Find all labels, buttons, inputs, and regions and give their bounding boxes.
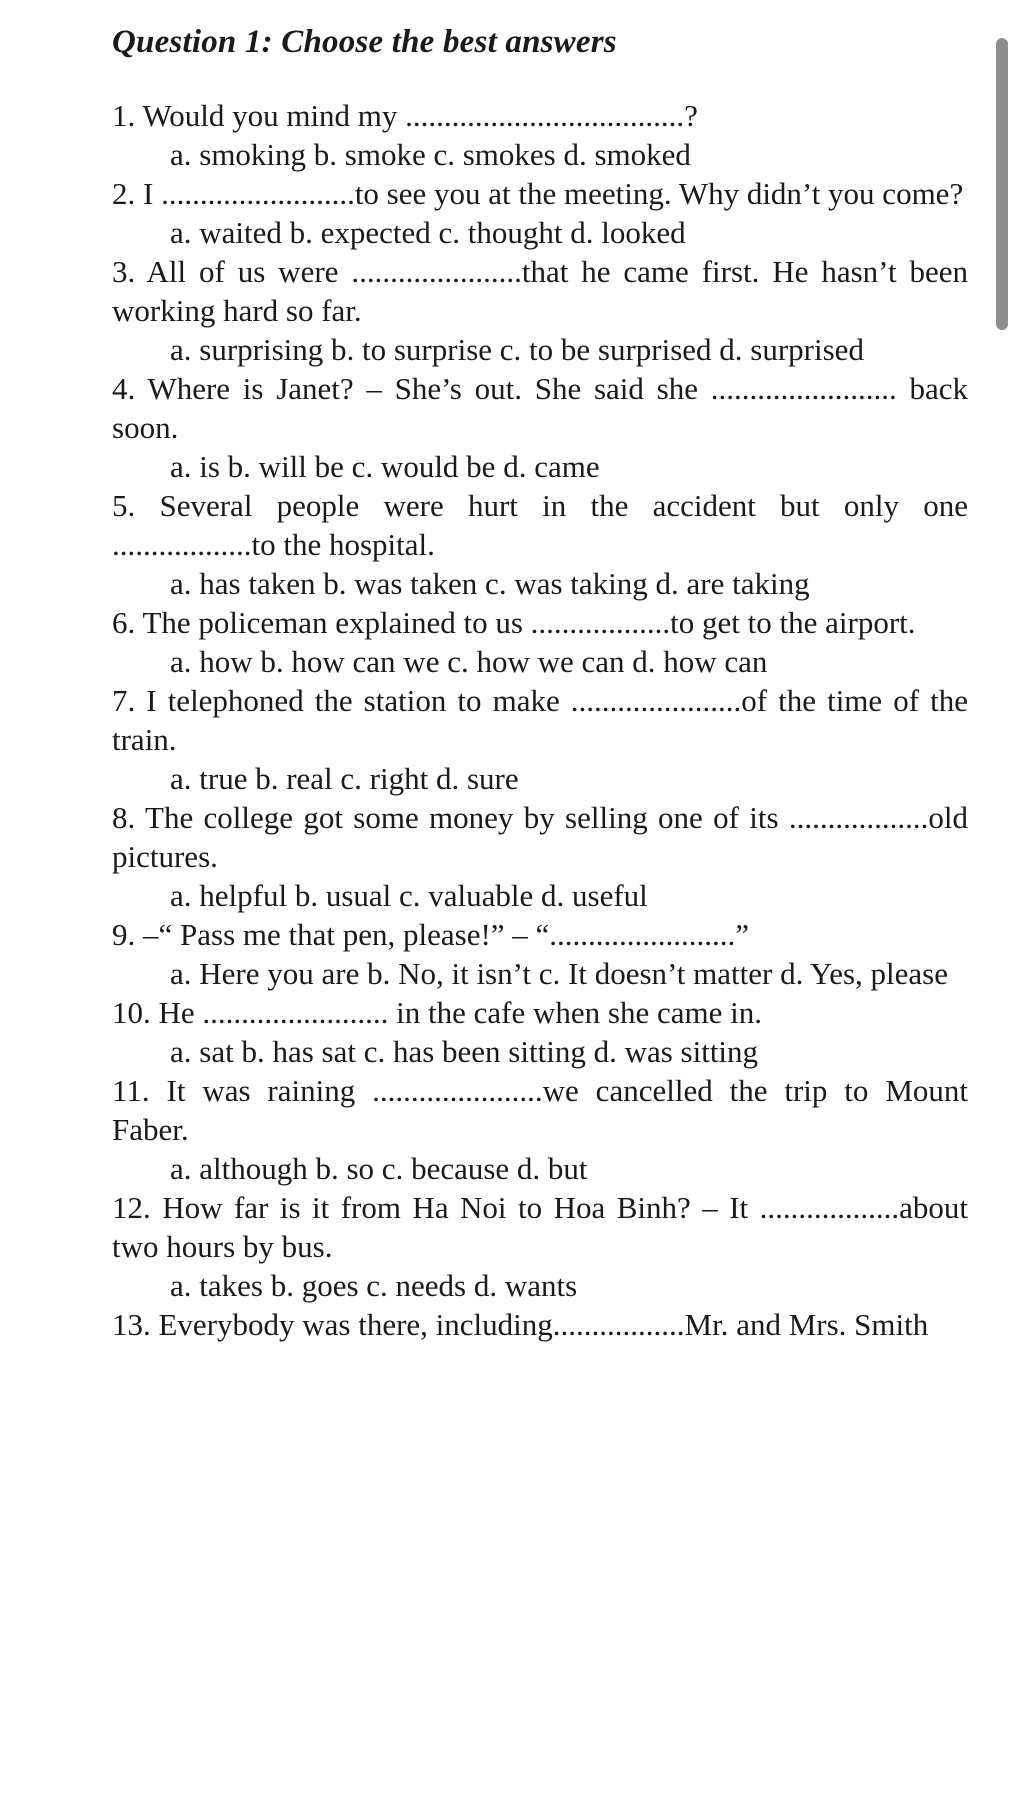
question-10-stem: 10. He ........................ in the cafe when she came in.	[112, 995, 762, 1030]
question-12-stem: 12. How far is it from Ha Noi to Hoa Binh? – It ..................about two hours by bus.	[112, 1190, 968, 1264]
question-8-stem: 8. The college got some money by selling one of its ..................old pictures.	[112, 800, 968, 874]
question-7-options: a. true b. real c. right d. sure	[170, 761, 519, 796]
question-9-options: a. Here you are b. No, it isn’t c. It doesn’t matter d. Yes, please	[170, 956, 948, 991]
question-6-options: a. how b. how can we c. how we can d. how can	[170, 644, 768, 679]
question-5-stem: 5. Several people were hurt in the accident but only one ..................to the hospital.	[112, 488, 968, 562]
question-1-stem: 1. Would you mind my ....................................?	[112, 98, 698, 133]
question-3-options: a. surprising b. to surprise c. to be surprised d. surprised	[170, 332, 864, 367]
question-3-stem: 3. All of us were ......................that he came first. He hasn’t been working hard so far.	[112, 254, 968, 328]
question-12-options: a. takes b. goes c. needs d. wants	[170, 1268, 578, 1303]
scrollbar-thumb[interactable]	[996, 38, 1008, 330]
question-4-stem: 4. Where is Janet? – She’s out. She said she ........................ back soon.	[112, 371, 968, 445]
question-7-stem: 7. I telephoned the station to make ......................of the time of the train.	[112, 683, 968, 757]
page-title: Question 1: Choose the best answers	[112, 24, 617, 60]
question-5-options: a. has taken b. was taken c. was taking d. are taking	[170, 566, 810, 601]
question-11-options: a. although b. so c. because d. but	[170, 1151, 588, 1186]
question-9-stem: 9. –“ Pass me that pen, please!” – “........................”	[112, 917, 750, 952]
question-2-stem: 2. I .........................to see you at the meeting. Why didn’t you come?	[112, 176, 964, 211]
question-4-options: a. is b. will be c. would be d. came	[170, 449, 600, 484]
question-2-options: a. waited b. expected c. thought d. looked	[170, 215, 686, 250]
question-11-stem: 11. It was raining ......................we cancelled the trip to Mount Faber.	[112, 1073, 968, 1147]
question-6-stem: 6. The policeman explained to us ..................to get to the airport.	[112, 605, 916, 640]
question-1-options: a. smoking b. smoke c. smokes d. smoked	[170, 137, 691, 172]
question-10-options: a. sat b. has sat c. has been sitting d. was sitting	[170, 1034, 759, 1069]
question-13-stem: 13. Everybody was there, including.................Mr. and Mrs. Smith	[112, 1307, 929, 1342]
question-8-options: a. helpful b. usual c. valuable d. useful	[170, 878, 648, 913]
question-list	[112, 96, 968, 1344]
